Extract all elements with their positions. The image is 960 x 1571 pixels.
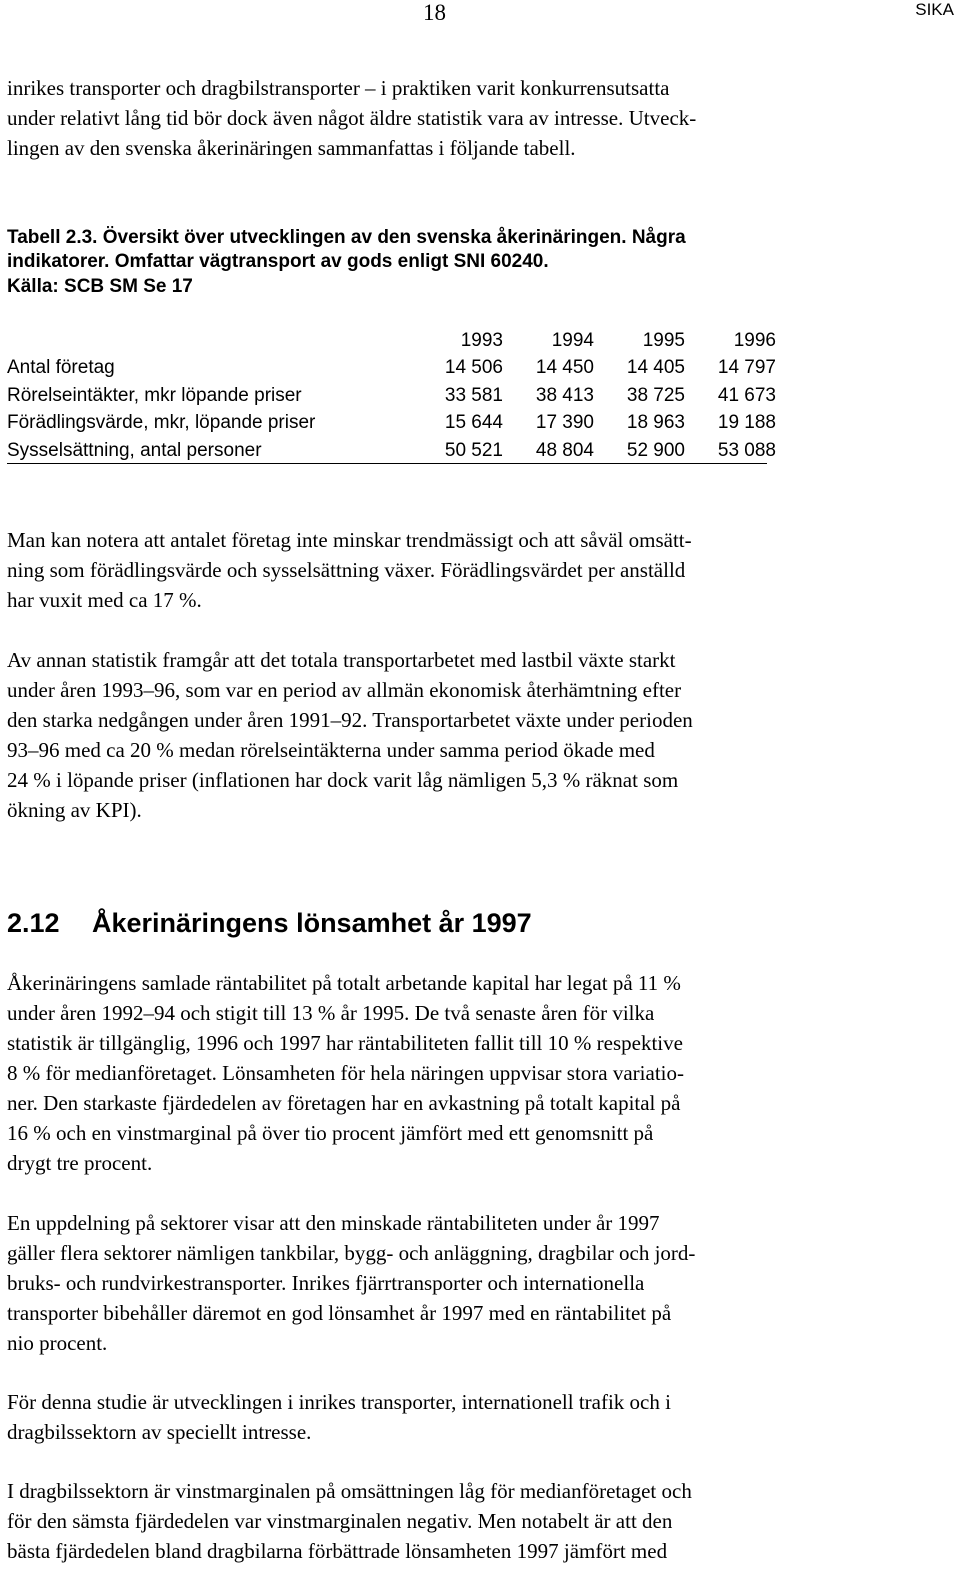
- table-cell: 52 900: [626, 439, 685, 461]
- row-label: Sysselsättning, antal personer: [7, 439, 262, 461]
- paragraph-statistik: [7, 645, 867, 825]
- text-line: för den sämsta fjärdedelen var vinstmarginalen negativ. Men notabelt är att den: [7, 1509, 673, 1533]
- table-header-year: 1994: [551, 329, 594, 351]
- table-row: [7, 410, 776, 438]
- text-line: bästa fjärdedelen bland dragbilarna förbättrade lönsamheten 1997 jämfört med: [7, 1539, 668, 1563]
- paragraph-dragbil: [7, 1476, 867, 1566]
- table-cell: 17 390: [535, 412, 594, 434]
- text-line: 8 % för medianföretaget. Lönsamheten för hela näringen uppvisar stora variatio-: [7, 1061, 684, 1085]
- indicator-table: [7, 327, 776, 465]
- table-cell: 38 413: [535, 384, 594, 406]
- text-line: I dragbilssektorn är vinstmarginalen på omsättningen låg för medianföretaget och: [7, 1479, 692, 1503]
- text-line: Åkerinäringens samlade räntabilitet på totalt arbetande kapital har legat på 11 %: [7, 971, 681, 995]
- text-line: ner. Den starkaste fjärdedelen av företagen har en avkastning på totalt kapital på: [7, 1091, 681, 1115]
- table-cell: 48 804: [535, 439, 594, 461]
- intro-paragraph: [7, 73, 867, 163]
- text-line: den starka nedgången under åren 1991–92. Transportarbetet växte under perioden: [7, 708, 693, 732]
- text-line: Av annan statistik framgår att det totala transportarbetet med lastbil växte starkt: [7, 648, 676, 672]
- text-line: har vuxit med ca 17 %.: [7, 588, 202, 612]
- text-line: inrikes transporter och dragbilstransporter – i praktiken varit konkurrensutsatta: [7, 76, 670, 100]
- text-line: under åren 1993–96, som var en period av allmän ekonomisk återhämtning efter: [7, 678, 682, 702]
- table-cell: 14 797: [717, 357, 776, 379]
- table-row: [7, 437, 776, 465]
- table-header-year: 1996: [733, 329, 776, 351]
- text-line: lingen av den svenska åkerinäringen sammanfattas i följande tabell.: [7, 136, 576, 160]
- table-header-year: 1993: [460, 329, 503, 351]
- table-cell: 41 673: [717, 384, 776, 406]
- text-line: ökning av KPI).: [7, 798, 142, 822]
- text-line: dragbilssektorn av speciellt intresse.: [7, 1420, 312, 1444]
- caption-line: Tabell 2.3. Översikt över utvecklingen av den svenska åkerinäringen. Några: [7, 227, 686, 248]
- row-label: Rörelseintäkter, mkr löpande priser: [7, 384, 302, 406]
- text-line: nio procent.: [7, 1331, 108, 1355]
- paragraph-notera: [7, 525, 867, 615]
- table-row: [7, 382, 776, 410]
- text-line: 93–96 med ca 20 % medan rörelseintäkterna under samma period ökade med: [7, 738, 655, 762]
- text-line: En uppdelning på sektorer visar att den minskade räntabiliteten under år 1997: [7, 1211, 660, 1235]
- table-header-label: [7, 327, 412, 355]
- text-line: Man kan notera att antalet företag inte minskar trendmässigt och att såväl omsätt-: [7, 528, 692, 552]
- table-cell: 14 450: [535, 357, 594, 379]
- table-cell: 19 188: [717, 412, 776, 434]
- text-line: 24 % i löpande priser (inflationen har dock varit låg nämligen 5,3 % räknat som: [7, 768, 679, 792]
- text-line: bruks- och rundvirkestransporter. Inrikes fjärrtransporter och internationella: [7, 1271, 645, 1295]
- section-number: 2.12: [7, 908, 60, 938]
- table-header-row: [7, 327, 776, 355]
- paragraph-sektorer: [7, 1208, 867, 1358]
- page-number: 18: [423, 0, 446, 25]
- text-line: statistik är tillgänglig, 1996 och 1997 har räntabiliteten fallit till 10 % respektive: [7, 1031, 683, 1055]
- table-cell: 53 088: [717, 439, 776, 461]
- text-line: drygt tre procent.: [7, 1151, 153, 1175]
- table-bottom-rule: [7, 463, 767, 464]
- table-cell: 15 644: [444, 412, 503, 434]
- text-line: ning som förädlingsvärde och sysselsättning växer. Förädlingsvärdet per anställd: [7, 558, 686, 582]
- text-line: transporter bibehåller däremot en god lönsamhet år 1997 med en räntabilitet på: [7, 1301, 672, 1325]
- paragraph-studie: [7, 1387, 867, 1447]
- text-line: gäller flera sektorer nämligen tankbilar, bygg- och anläggning, dragbilar och jord-: [7, 1241, 696, 1265]
- table-cell: 18 963: [626, 412, 685, 434]
- header-brand: SIKA: [915, 0, 954, 19]
- table-cell: 50 521: [444, 439, 503, 461]
- caption-line: indikatorer. Omfattar vägtransport av gods enligt SNI 60240.: [7, 250, 549, 272]
- table-source: Källa: SCB SM Se 17: [7, 276, 193, 297]
- section-heading: [7, 905, 532, 941]
- table-cell: 14 405: [626, 357, 685, 379]
- section-title: Åkerinäringens lönsamhet år 1997: [92, 908, 532, 938]
- table-cell: 14 506: [444, 357, 503, 379]
- row-label: Antal företag: [7, 357, 115, 379]
- row-label: Förädlingsvärde, mkr, löpande priser: [7, 412, 316, 434]
- table-cell: 33 581: [444, 384, 503, 406]
- table-header-year: 1995: [642, 329, 685, 351]
- text-line: För denna studie är utvecklingen i inrikes transporter, internationell trafik och i: [7, 1390, 671, 1414]
- table-cell: 38 725: [626, 384, 685, 406]
- text-line: 16 % och en vinstmarginal på över tio procent jämfört med ett genomsnitt på: [7, 1121, 654, 1145]
- paragraph-rantabilitet: [7, 968, 867, 1178]
- text-line: under åren 1992–94 och stigit till 13 % år 1995. De två senaste åren för vilka: [7, 1001, 655, 1025]
- text-line: under relativt lång tid bör dock även något äldre statistik vara av intresse. Utveck-: [7, 106, 697, 130]
- table-caption: [7, 226, 867, 299]
- table-row: [7, 355, 776, 383]
